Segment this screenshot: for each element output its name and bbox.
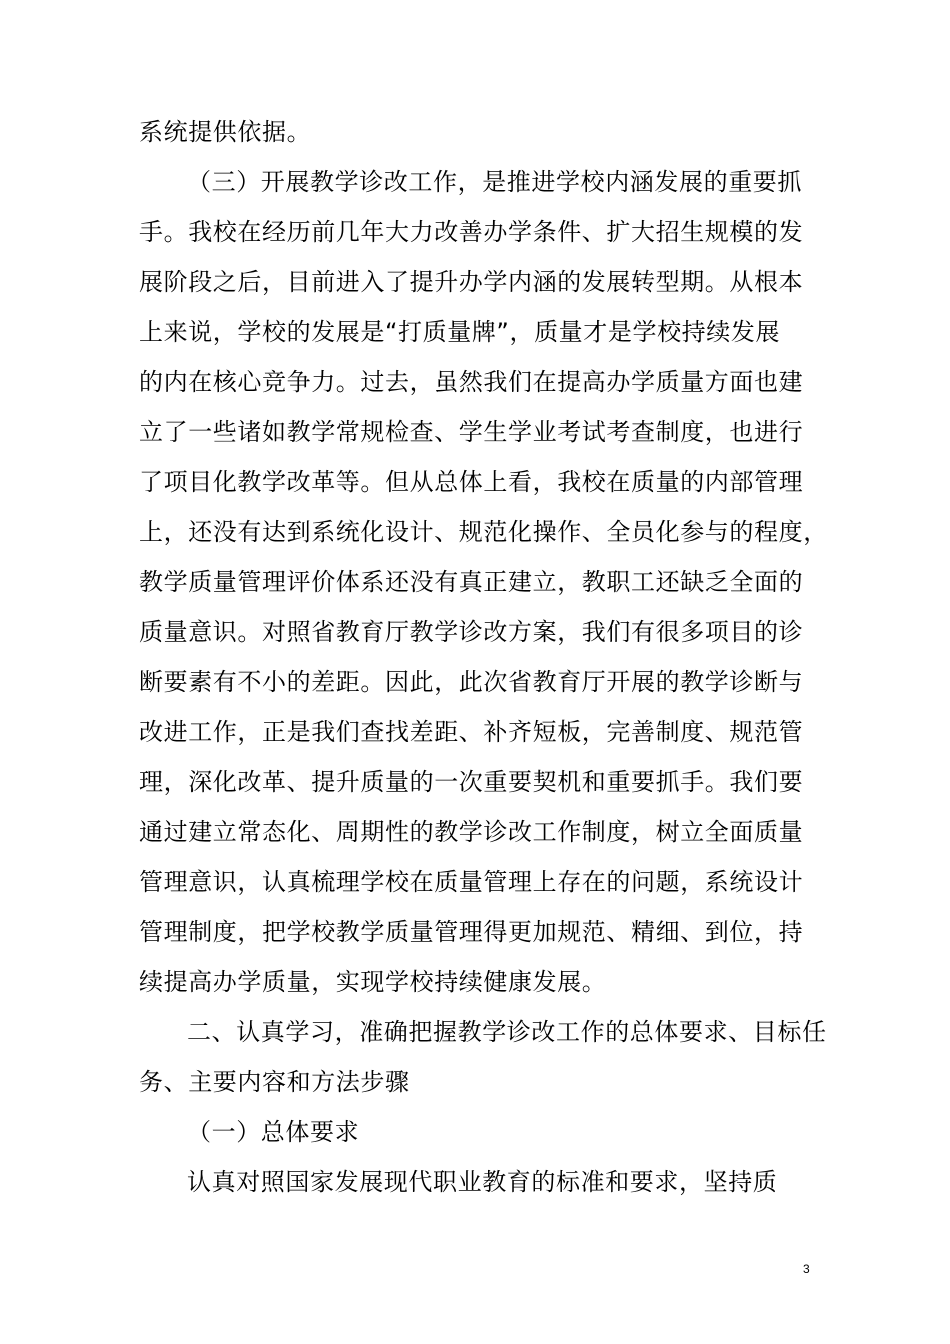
body-text-line: 的内在核心竞争力。过去，虽然我们在提高办学质量方面也建 [139, 368, 804, 396]
body-text-line: 上，还没有达到系统化设计、规范化操作、全员化参与的程度， [139, 518, 828, 546]
body-text-line: 续提高办学质量，实现学校持续健康发展。 [139, 968, 607, 996]
body-text-line: 改进工作，正是我们查找差距、补齐短板，完善制度、规范管 [139, 718, 804, 746]
body-text-line: 展阶段之后，目前进入了提升办学内涵的发展转型期。从根本 [139, 268, 804, 296]
subsection-heading: （一）总体要求 [187, 1118, 360, 1146]
body-text-line: 教学质量管理评价体系还没有真正建立，教职工还缺乏全面的 [139, 568, 804, 596]
body-text-line: 理，深化改革、提升质量的一次重要契机和重要抓手。我们要 [139, 768, 804, 796]
body-text-line: 手。我校在经历前几年大力改善办学条件、扩大招生规模的发 [139, 218, 804, 246]
body-text-line: 上来说，学校的发展是“打质量牌”，质量才是学校持续发展 [139, 318, 781, 346]
body-text-line: 系统提供依据。 [139, 118, 312, 146]
body-text-line: 认真对照国家发展现代职业教育的标准和要求，坚持质 [187, 1168, 778, 1196]
page-number: 3 [803, 1262, 810, 1276]
body-text-line: 通过建立常态化、周期性的教学诊改工作制度，树立全面质量 [139, 818, 804, 846]
body-text-line: 管理制度，把学校教学质量管理得更加规范、精细、到位，持 [139, 918, 804, 946]
body-text-line: 了项目化教学改革等。但从总体上看，我校在质量的内部管理 [139, 468, 804, 496]
section-heading-line: 二、认真学习，准确把握教学诊改工作的总体要求、目标任 [187, 1018, 827, 1046]
section-heading-line: （三）开展教学诊改工作，是推进学校内涵发展的重要抓 [187, 168, 802, 196]
body-text-line: 立了一些诸如教学常规检查、学生学业考试考查制度，也进行 [139, 418, 804, 446]
body-text-line: 质量意识。对照省教育厅教学诊改方案，我们有很多项目的诊 [139, 618, 804, 646]
body-text-line: 断要素有不小的差距。因此，此次省教育厅开展的教学诊断与 [139, 668, 804, 696]
body-text-line: 管理意识，认真梳理学校在质量管理上存在的问题，系统设计 [139, 868, 804, 896]
section-heading-line: 务、主要内容和方法步骤 [139, 1068, 410, 1096]
